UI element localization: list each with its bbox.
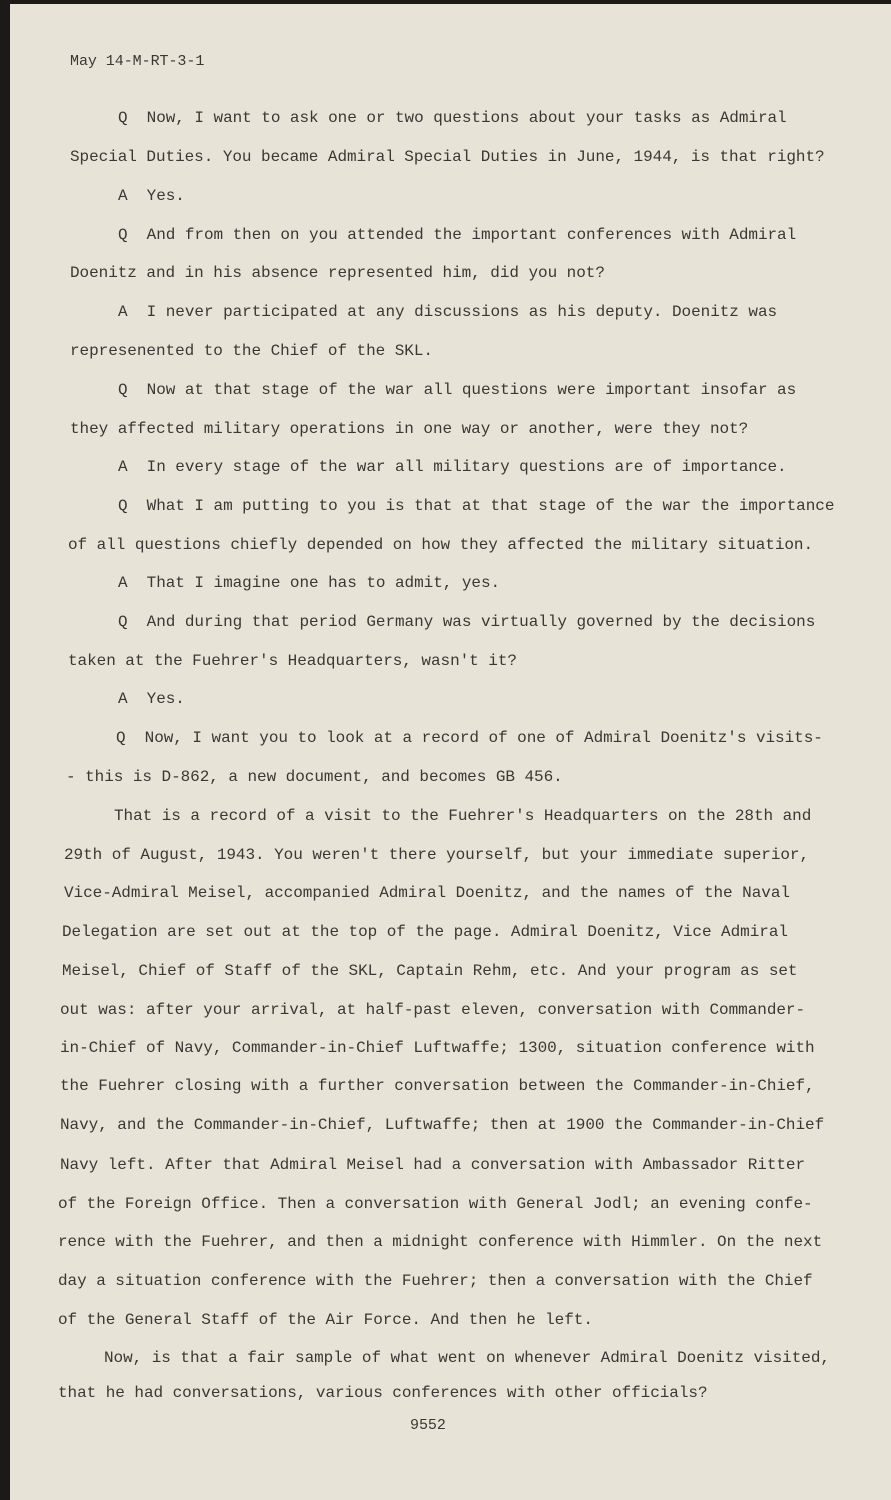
transcript-line: - this is D-862, a new document, and becomes GB 456. (66, 768, 563, 786)
transcript-line: the Fuehrer closing with a further conversation between the Commander-in-Chief, (60, 1077, 815, 1095)
transcript-line: in-Chief of Navy, Commander-in-Chief Luftwaffe; 1300, situation conference with (60, 1039, 815, 1057)
transcript-line: Q What I am putting to you is that at that stage of the war the importance (118, 497, 835, 515)
document-code: May 14-M-RT-3-1 (70, 53, 205, 70)
transcript-line: That is a record of a visit to the Fuehrer's Headquarters on the 28th and (114, 807, 812, 825)
transcript-line: Doenitz and in his absence represented him, did you not? (70, 264, 605, 282)
transcript-line: Meisel, Chief of Staff of the SKL, Captain Rehm, etc. And your program as set (62, 962, 798, 980)
page-number: 9552 (410, 1417, 446, 1434)
transcript-line: rence with the Fuehrer, and then a midnight conference with Himmler. On the next (58, 1233, 823, 1251)
transcript-line: Q And during that period Germany was virtually governed by the decisions (118, 613, 816, 631)
transcript-line: Navy, and the Commander-in-Chief, Luftwaffe; then at 1900 the Commander-in-Chief (60, 1116, 825, 1134)
transcript-line: Q Now, I want you to look at a record of one of Admiral Doenitz's visits- (116, 729, 823, 747)
transcript-line: A Yes. (118, 690, 185, 708)
transcript-line: represenented to the Chief of the SKL. (70, 342, 433, 360)
transcript-line: of all questions chiefly depended on how they affected the military situation. (68, 536, 814, 554)
transcript-line: Q And from then on you attended the important conferences with Admiral (118, 226, 797, 244)
transcript-line: that he had conversations, various conferences with other officials? (58, 1384, 708, 1402)
transcript-line: A I never participated at any discussions as his deputy. Doenitz was (118, 303, 778, 321)
transcript-line: day a situation conference with the Fuehrer; then a conversation with the Chief (58, 1272, 813, 1290)
transcript-line: of the Foreign Office. Then a conversation with General Jodl; an evening confe- (58, 1195, 813, 1213)
transcript-line: taken at the Fuehrer's Headquarters, wasn't it? (68, 652, 517, 670)
transcript-line: A Yes. (118, 187, 185, 205)
transcript-line: A In every stage of the war all military questions are of importance. (118, 458, 787, 476)
transcript-line: Special Duties. You became Admiral Special Duties in June, 1944, is that right? (70, 148, 825, 166)
document-page (10, 4, 891, 1500)
transcript-line: Navy left. After that Admiral Meisel had a conversation with Ambassador Ritter (60, 1156, 806, 1174)
transcript-line: they affected military operations in one way or another, were they not? (70, 420, 749, 438)
transcript-line: Q Now at that stage of the war all questions were important insofar as (118, 381, 797, 399)
transcript-line: Q Now, I want to ask one or two questions about your tasks as Admiral (118, 109, 787, 127)
transcript-line: out was: after your arrival, at half-past eleven, conversation with Commander- (60, 1001, 806, 1019)
transcript-line: 29th of August, 1943. You weren't there yourself, but your immediate superior, (64, 846, 810, 864)
transcript-line: of the General Staff of the Air Force. And then he left. (58, 1311, 593, 1329)
transcript-line: A That I imagine one has to admit, yes. (118, 574, 501, 592)
transcript-line: Now, is that a fair sample of what went on whenever Admiral Doenitz visited, (104, 1349, 830, 1367)
transcript-line: Delegation are set out at the top of the page. Admiral Doenitz, Vice Admiral (62, 923, 788, 941)
transcript-line: Vice-Admiral Meisel, accompanied Admiral Doenitz, and the names of the Naval (64, 884, 790, 902)
